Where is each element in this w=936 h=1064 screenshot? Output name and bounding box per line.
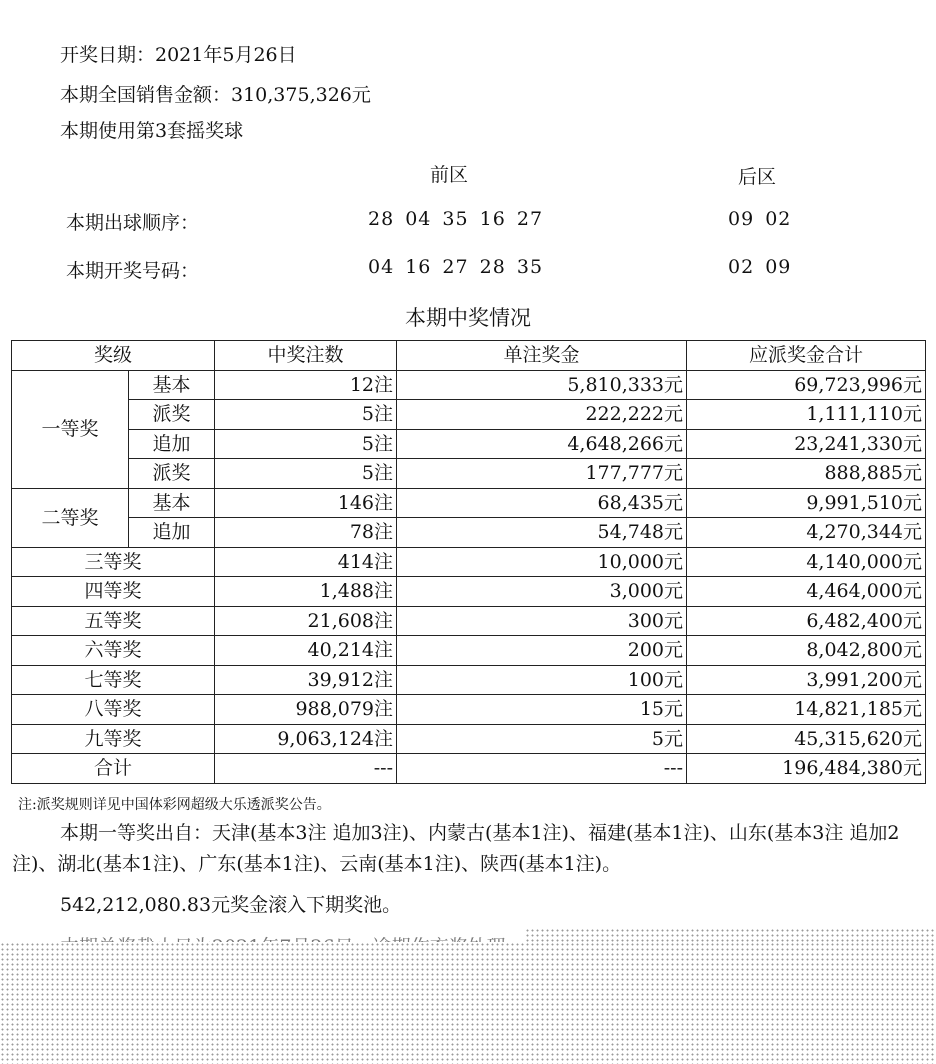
table-row [12,547,926,577]
back-zone-label: 后区 [738,166,777,188]
count-cell: 5注 [215,429,397,459]
total-cell: 4,270,344元 [687,518,926,548]
level-cell: 三等奖 [12,547,215,577]
table-row [12,724,926,754]
result-label: 本期开奖号码： [66,260,200,282]
count-cell: 12注 [215,370,397,400]
sub-level-cell: 基本 [129,370,215,400]
draw-order-label: 本期出球顺序： [66,212,200,234]
sub-level-cell: 派奖 [129,459,215,489]
table-header-row [12,341,926,371]
total-cell: 1,111,110元 [687,400,926,430]
level-cell: 八等奖 [12,695,215,725]
jackpot-rollover: 542,212,080.83元奖金滚入下期奖池。 [60,894,402,916]
count-cell: 39,912注 [215,665,397,695]
table-title: 本期中奖情况 [405,306,531,330]
prize-cell: 100元 [397,665,687,695]
result-front: 04 16 27 28 35 [368,256,544,278]
count-cell: 40,214注 [215,636,397,666]
footnote: 注:派奖规则详见中国体彩网超级大乐透派奖公告。 [18,797,331,813]
prize-cell: 15元 [397,695,687,725]
header-prize: 单注奖金 [397,341,687,371]
sub-level-cell: 基本 [129,488,215,518]
prize-cell: 4,648,266元 [397,429,687,459]
prize-cell: 3,000元 [397,577,687,607]
front-zone-label: 前区 [430,164,469,186]
table-row [12,636,926,666]
total-cell: 196,484,380元 [687,754,926,784]
draw-order-front: 28 04 35 16 27 [368,208,544,230]
prize-cell: 177,777元 [397,459,687,489]
header-count: 中奖注数 [215,341,397,371]
sub-level-cell: 追加 [129,429,215,459]
dotted-overlay [0,942,936,1064]
count-cell: 5注 [215,400,397,430]
table-row [12,518,926,548]
sum-label-cell: 合计 [12,754,215,784]
level-cell: 九等奖 [12,724,215,754]
level-cell: 四等奖 [12,577,215,607]
prize-cell: --- [397,754,687,784]
total-cell: 69,723,996元 [687,370,926,400]
count-cell: 146注 [215,488,397,518]
prize-cell: 5元 [397,724,687,754]
prize-table [11,340,926,784]
count-cell: 21,608注 [215,606,397,636]
total-cell: 45,315,620元 [687,724,926,754]
level-cell: 七等奖 [12,665,215,695]
table-row [12,400,926,430]
prize-cell: 10,000元 [397,547,687,577]
count-cell: 1,488注 [215,577,397,607]
total-cell: 4,140,000元 [687,547,926,577]
level-cell: 一等奖 [12,370,129,488]
header-total: 应派奖金合计 [687,341,926,371]
count-cell: --- [215,754,397,784]
count-cell: 988,079注 [215,695,397,725]
prize-cell: 68,435元 [397,488,687,518]
count-cell: 414注 [215,547,397,577]
count-cell: 5注 [215,459,397,489]
prize-cell: 54,748元 [397,518,687,548]
total-cell: 4,464,000元 [687,577,926,607]
count-cell: 78注 [215,518,397,548]
table-row [12,370,926,400]
sub-level-cell: 追加 [129,518,215,548]
total-cell: 9,991,510元 [687,488,926,518]
level-cell: 五等奖 [12,606,215,636]
level-cell: 六等奖 [12,636,215,666]
prize-cell: 200元 [397,636,687,666]
total-cell: 888,885元 [687,459,926,489]
sales-amount: 本期全国销售金额：310,375,326元 [60,84,371,106]
sub-level-cell: 派奖 [129,400,215,430]
table-row [12,665,926,695]
level-cell: 二等奖 [12,488,129,547]
table-row [12,429,926,459]
total-cell: 3,991,200元 [687,665,926,695]
winners-paragraph: 本期一等奖出自：天津(基本3注 追加3注)、内蒙古(基本1注)、福建(基本1注)、山东(基本3注 追加2注)、湖北(基本1注)、广东(基本1注)、云南(基本1注)、陕西(基本1注)。 [12,822,900,875]
prize-cell: 5,810,333元 [397,370,687,400]
header-level: 奖级 [12,341,215,371]
table-row [12,577,926,607]
total-cell: 14,821,185元 [687,695,926,725]
table-row [12,606,926,636]
total-cell: 23,241,330元 [687,429,926,459]
ball-set: 本期使用第3套摇奖球 [60,120,244,142]
table-row [12,488,926,518]
prize-cell: 300元 [397,606,687,636]
draw-date: 开奖日期：2021年5月26日 [60,44,297,66]
total-cell: 8,042,800元 [687,636,926,666]
table-sum-row [12,754,926,784]
total-cell: 6,482,400元 [687,606,926,636]
result-back: 02 09 [728,256,792,278]
prize-cell: 222,222元 [397,400,687,430]
table-row [12,459,926,489]
draw-order-back: 09 02 [728,208,792,230]
count-cell: 9,063,124注 [215,724,397,754]
table-row [12,695,926,725]
